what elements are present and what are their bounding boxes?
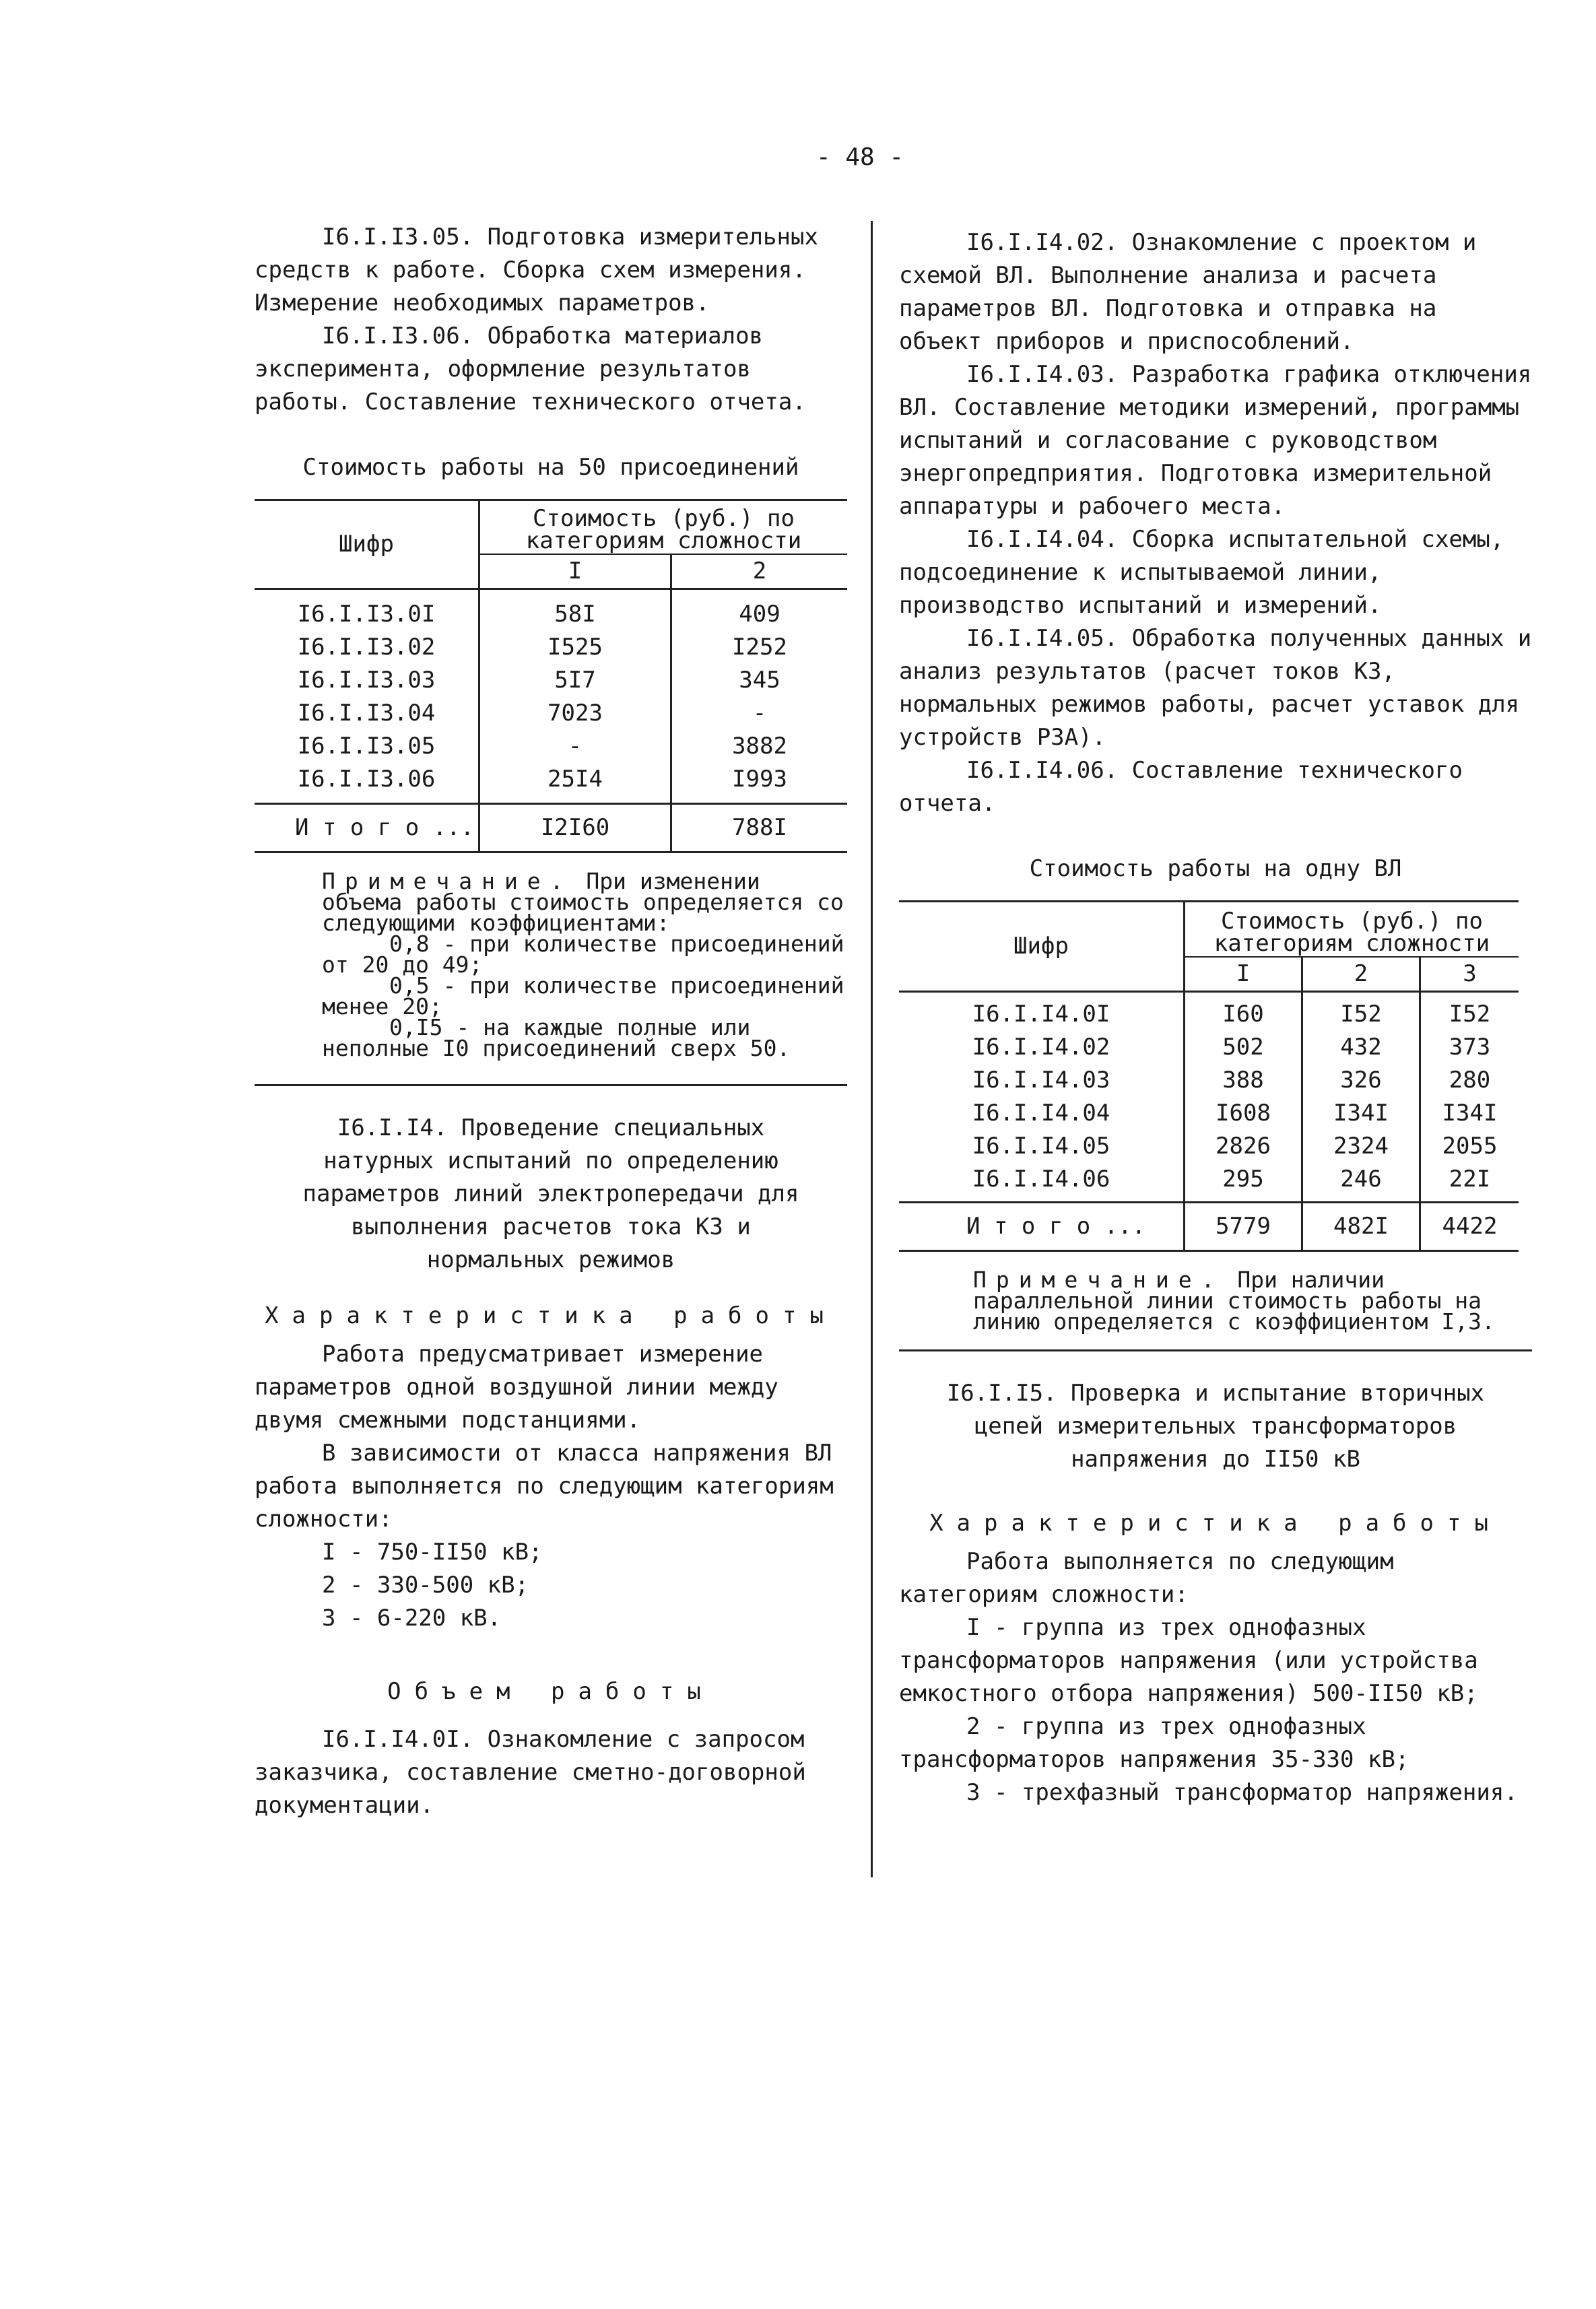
table-row [899,1064,1519,1097]
table1-header-cost: Стоимость (руб.) по категориям сложности [479,500,848,555]
table2-cat1-value: 388 [1185,1064,1302,1097]
table1-cat1-value: 5I7 [479,664,671,697]
note-coefficient-2: 0,5 - при количестве присоединений менее 20; [322,972,844,1019]
table1-cat1-value: 7023 [479,697,671,730]
table1-code: I6.I.I3.03 [255,664,479,697]
column-divider [871,221,873,1877]
table1-cat2-value: 3882 [732,733,787,760]
paragraph-work-description: Работа предусматривает измерение параметров одной воздушной линии между двумя смежными подстанциями. [255,1341,778,1434]
table1-cat2-value: I252 [732,634,787,661]
paragraph-16-1-13-05: I6.I.I3.05. Подготовка измерительных средств к работе. Сборка схем измерения. Измерение необходимых параметров. [255,224,818,316]
table2-code: I6.I.I4.02 [899,1031,1185,1064]
table2-total-cat1: 5779 [1185,1203,1302,1251]
table1-code: I6.I.I3.0I [255,589,479,632]
table2-cat2-value: I52 [1302,992,1420,1032]
category-item: I - группа из трех однофазных трансформаторов напряжения (или устройства емкостного отбора напряжения) 500-II50 кВ; [899,1614,1478,1707]
table2-cat3-value: 2055 [1442,1133,1498,1160]
note-block-2 [899,1267,1532,1335]
table2-code: I6.I.I4.0I [899,992,1185,1032]
table2-header-cat1: I [1185,957,1302,992]
paragraph-16-1-14-03: I6.I.I4.03. Разработка графика отключения ВЛ. Составление методики измерений, программы испытаний и согласование с руководством энергопредприятия. Подготовка измерительной аппаратуры и рабочего места. [899,361,1532,520]
section-rule [899,1349,1532,1351]
table2-header-code: Шифр [899,902,1185,992]
table-row [255,664,847,697]
heading-scope-of-work: Объем работы [387,1678,714,1705]
table1-code: I6.I.I3.04 [255,697,479,730]
heading-work-characteristics: Характеристика работы [929,1510,1502,1537]
category-item: I - 750-II50 кВ; [322,1539,543,1566]
table2-header-cat3: 3 [1420,957,1519,992]
paragraph-16-1-13-06: I6.I.I3.06. Обработка материалов эксперимента, оформление результатов работы. Составление технического отчета. [255,323,806,415]
table1-total-cat2: 788I [671,804,848,852]
paragraph-categories-intro: Работа выполняется по следующим категориям сложности: [899,1548,1394,1608]
table2-cat2-value: 246 [1302,1163,1420,1203]
category-item: 3 - 6-220 кВ. [322,1605,502,1632]
table2-cat2-value: 432 [1302,1031,1420,1064]
left-column [255,221,847,1822]
table2-code: I6.I.I4.05 [899,1130,1185,1163]
table1-cat1-value: 58I [479,589,671,632]
table1-code: I6.I.I3.06 [255,763,479,804]
table-total-row [255,804,847,852]
table2-total-cat2: 482I [1302,1203,1420,1251]
table1-cat1-value: 25I4 [479,763,671,804]
table1-header-cat2: 2 [671,554,848,589]
table2-cat3-value: 22I [1449,1166,1491,1193]
section-title-16-1-15: I6.I.I5. Проверка и испытание вторичных цепей измерительных трансформаторов напряжения до II50 кВ [946,1380,1485,1473]
category-item: 2 - 330-500 кВ; [322,1572,529,1599]
table1-cat2-value: - [752,700,767,727]
table2-code: I6.I.I4.06 [899,1163,1185,1203]
section-rule [255,1084,847,1086]
table1-total-label: И т о г о ... [255,804,479,852]
cost-table-50-connections [255,499,847,853]
table1-header-cat1: I [479,554,671,589]
table1-cat2-value: 409 [739,601,780,628]
table2-total-label: И т о г о ... [899,1203,1185,1251]
note-text: При изменении объема работы стоимость определяется со следующими коэффициентами: [322,868,844,936]
section-title-16-1-14: I6.I.I4. Проведение специальных натурных испытаний по определению параметров линий электропередачи для выполнения расчетов тока КЗ и нормальных режимов [302,1114,799,1273]
table1-cat2-value: I993 [732,766,787,793]
table2-code: I6.I.I4.04 [899,1097,1185,1130]
table2-cat3-value: 373 [1449,1034,1491,1061]
paragraph-16-1-14-04: I6.I.I4.04. Сборка испытательной схемы, подсоединение к испытываемой линии, производство испытаний и измерений. [899,526,1504,619]
note-label: Примечание. [973,1267,1224,1293]
right-column [899,226,1532,1809]
table-row [255,730,847,763]
note-block-1 [255,868,847,1061]
table2-cat1-value: I608 [1185,1097,1302,1130]
paragraph-16-1-14-02: I6.I.I4.02. Ознакомление с проектом и схемой ВЛ. Выполнение анализа и расчета параметров ВЛ. Подготовка и отправка на объект приборов и приспособлений. [899,229,1477,355]
table-row [255,631,847,664]
paragraph-16-1-14-05: I6.I.I4.05. Обработка полученных данных и анализ результатов (расчет токов КЗ, нормальных режимов работы, расчет уставок для устройств РЗА). [899,625,1532,751]
table1-cat1-value: - [479,730,671,763]
table2-cat1-value: 2826 [1185,1130,1302,1163]
table2-caption: Стоимость работы на одну ВЛ [1029,855,1402,882]
paragraph-16-1-14-01: I6.I.I4.0I. Ознакомление с запросом заказчика, составление сметно-договорной документации. [255,1726,806,1819]
table1-cat1-value: I525 [479,631,671,664]
table-row [255,763,847,804]
page-number: - 48 - [816,143,904,171]
table-row [255,697,847,730]
table1-cat2-value: 345 [739,667,780,694]
table1-code: I6.I.I3.05 [255,730,479,763]
category-item: 2 - группа из трех однофазных трансформаторов напряжения 35-330 кВ; [899,1713,1409,1773]
table2-cat2-value: I34I [1302,1097,1420,1130]
table2-header-cat2: 2 [1302,957,1420,992]
table-row [255,589,847,632]
table2-cat1-value: 295 [1185,1163,1302,1203]
table1-total-cat1: I2I60 [479,804,671,852]
table2-cat3-value: I34I [1442,1100,1498,1127]
table2-cat2-value: 326 [1302,1064,1420,1097]
table1-caption: Стоимость работы на 50 присоединений [302,454,799,481]
note-coefficient-1: 0,8 - при количестве присоединений от 20 до 49; [322,931,844,978]
paragraph-categories-intro: В зависимости от класса напряжения ВЛ работа выполняется по следующим категориям сложности: [255,1440,834,1533]
table-row [899,1031,1519,1064]
table1-code: I6.I.I3.02 [255,631,479,664]
table2-cat2-value: 2324 [1302,1130,1420,1163]
table-row [899,1163,1519,1203]
category-item: 3 - трехфазный трансформатор напряжения. [966,1779,1518,1806]
table2-total-cat3: 4422 [1420,1203,1519,1251]
table-row [899,992,1519,1032]
table2-header-cost: Стоимость (руб.) по категориям сложности [1185,902,1519,958]
table-row [899,1097,1519,1130]
paragraph-16-1-14-06: I6.I.I4.06. Составление технического отчета. [899,757,1463,817]
note-text: При наличии параллельной линии стоимость работы на линию определяется с коэффициентом I,3. [973,1267,1495,1335]
table1-header-code: Шифр [255,500,479,589]
table2-cat3-value: I52 [1449,1001,1491,1028]
cost-table-one-line [899,900,1519,1252]
heading-work-characteristics: Характеристика работы [265,1302,837,1329]
table2-cat1-value: I60 [1185,992,1302,1032]
table2-code: I6.I.I4.03 [899,1064,1185,1097]
table-row [899,1130,1519,1163]
table2-cat1-value: 502 [1185,1031,1302,1064]
note-coefficient-3: 0,I5 - на каждые полные или неполные I0 присоединений сверх 50. [322,1014,791,1061]
table-total-row [899,1203,1519,1251]
table2-cat3-value: 280 [1449,1067,1491,1094]
note-label: Примечание. [322,868,573,894]
